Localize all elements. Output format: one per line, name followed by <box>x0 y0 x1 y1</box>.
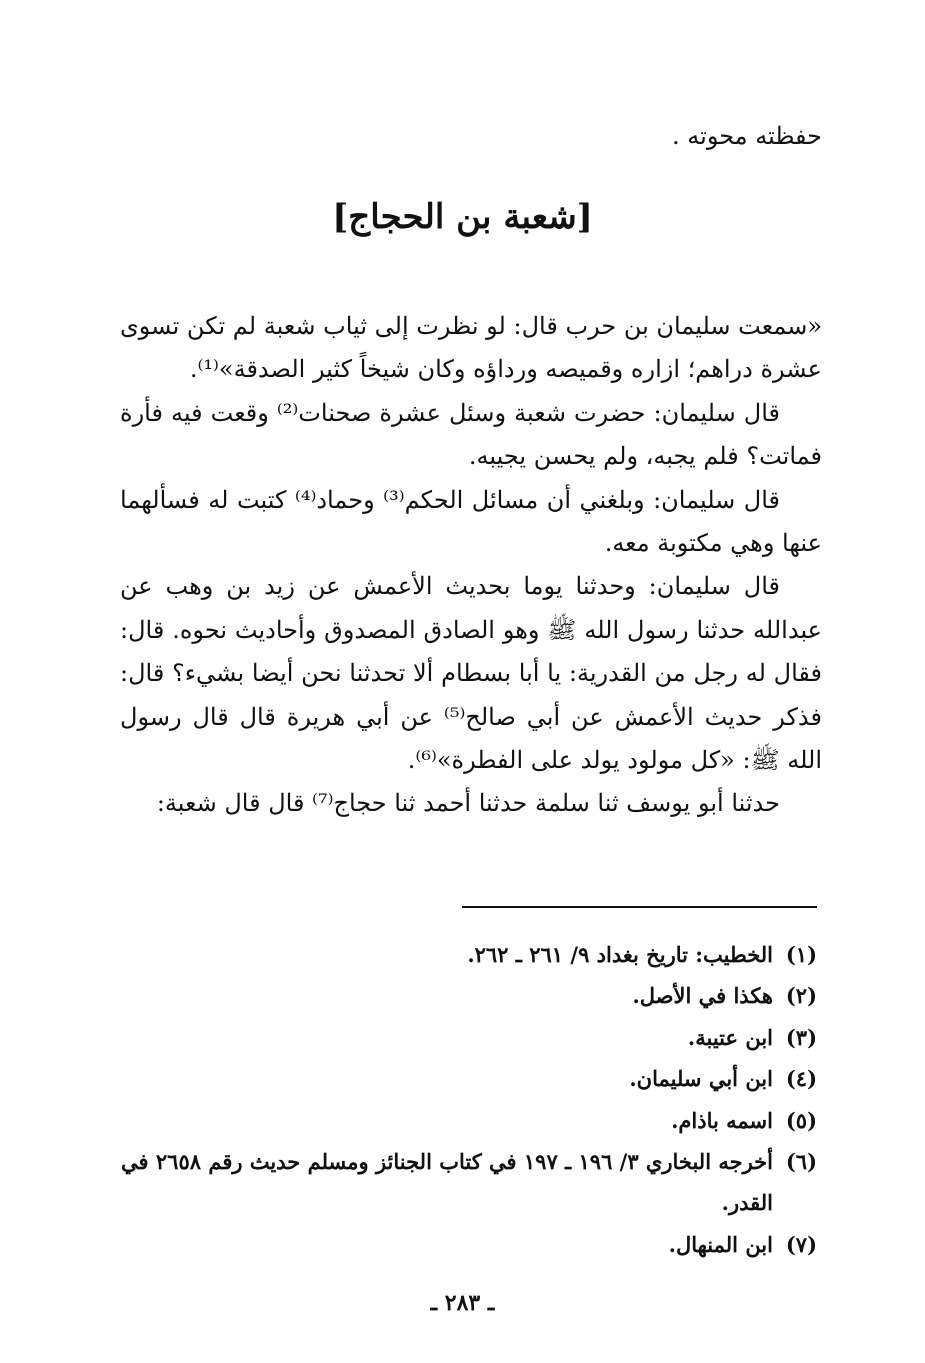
opening-line: حفظته محوته . <box>672 122 822 150</box>
footnote-number: (٤) <box>785 1066 817 1092</box>
footnote-item <box>114 1224 817 1265</box>
footnote-item <box>114 975 817 1016</box>
paragraph-4: قال سليمان: وحدثنا يوما بحديث الأعمش عن زيد بن وهب عن عبدالله حدثنا رسول الله ﷺ وهو الصادق المصدوق وأحاديث نحوه. قال: فقال له رجل من القدرية: يا أبا بسطام ألا تحدثنا نحن أيضا بشيء؟ قال: فذكر حديث الأعمش عن أبي صالح⁽⁵⁾ عن أبي هريرة قال قال رسول الله ﷺ: «كل مولود يولد على الفطرة»⁽⁶⁾. <box>120 572 823 775</box>
footnote-text: أخرجه البخاري ٣/ ١٩٦ ـ ١٩٧ في كتاب الجنائز ومسلم حديث رقم ٢٦٥٨ في القدر. <box>121 1149 773 1216</box>
footnotes <box>114 934 817 1265</box>
footnote-text: الخطيب: تاريخ بغداد ٩/ ٢٦١ ـ ٢٦٢. <box>467 942 773 967</box>
footnote-number: (٣) <box>785 1024 817 1050</box>
section-title: [شعبة بن الحجاج] <box>332 197 593 237</box>
footnote-number: (١) <box>785 942 817 967</box>
footnote-number: (٧) <box>785 1231 817 1257</box>
paragraph-2: قال سليمان: حضرت شعبة وسئل عشرة صحنات⁽²⁾ وقعت فيه فأرة فماتت؟ فلم يجبه، ولم يحسن يجيبه. <box>120 398 822 471</box>
footnote-text: ابن عتيبة. <box>687 1024 773 1050</box>
footnote-text: ابن أبي سليمان. <box>629 1066 773 1092</box>
footnote-number: (٥) <box>785 1107 817 1133</box>
footnote-divider <box>462 906 817 908</box>
footnote-item <box>114 1017 817 1058</box>
body-text <box>120 305 822 826</box>
footnote-text: اسمه باذام. <box>671 1107 773 1133</box>
footnote-number: (٢) <box>785 983 817 1009</box>
paragraph-1: «سمعت سليمان بن حرب قال: لو نظرت إلى ثياب شعبة لم تكن تسوى عشرة دراهم؛ ازاره وقميصه ورداؤه وكان شيخاً كثير الصدقة»⁽¹⁾. <box>120 312 822 384</box>
footnote-item <box>114 934 817 975</box>
paragraph-3: قال سليمان: وبلغني أن مسائل الحكم⁽³⁾ وحماد⁽⁴⁾ كتبت له فسألهما عنها وهي مكتوبة معه. <box>120 485 822 558</box>
page-number: ـ ٢٨٣ ـ <box>430 1290 495 1316</box>
footnote-item <box>114 1141 817 1224</box>
footnote-text: هكذا في الأصل. <box>632 983 773 1009</box>
paragraph-5: حدثنا أبو يوسف ثنا سلمة حدثنا أحمد ثنا حجاج⁽⁷⁾ قال قال شعبة: <box>156 789 780 818</box>
footnote-number: (٦) <box>785 1149 817 1175</box>
footnote-item <box>114 1058 817 1099</box>
footnote-text: ابن المنهال. <box>668 1231 773 1257</box>
footnote-item <box>114 1100 817 1141</box>
